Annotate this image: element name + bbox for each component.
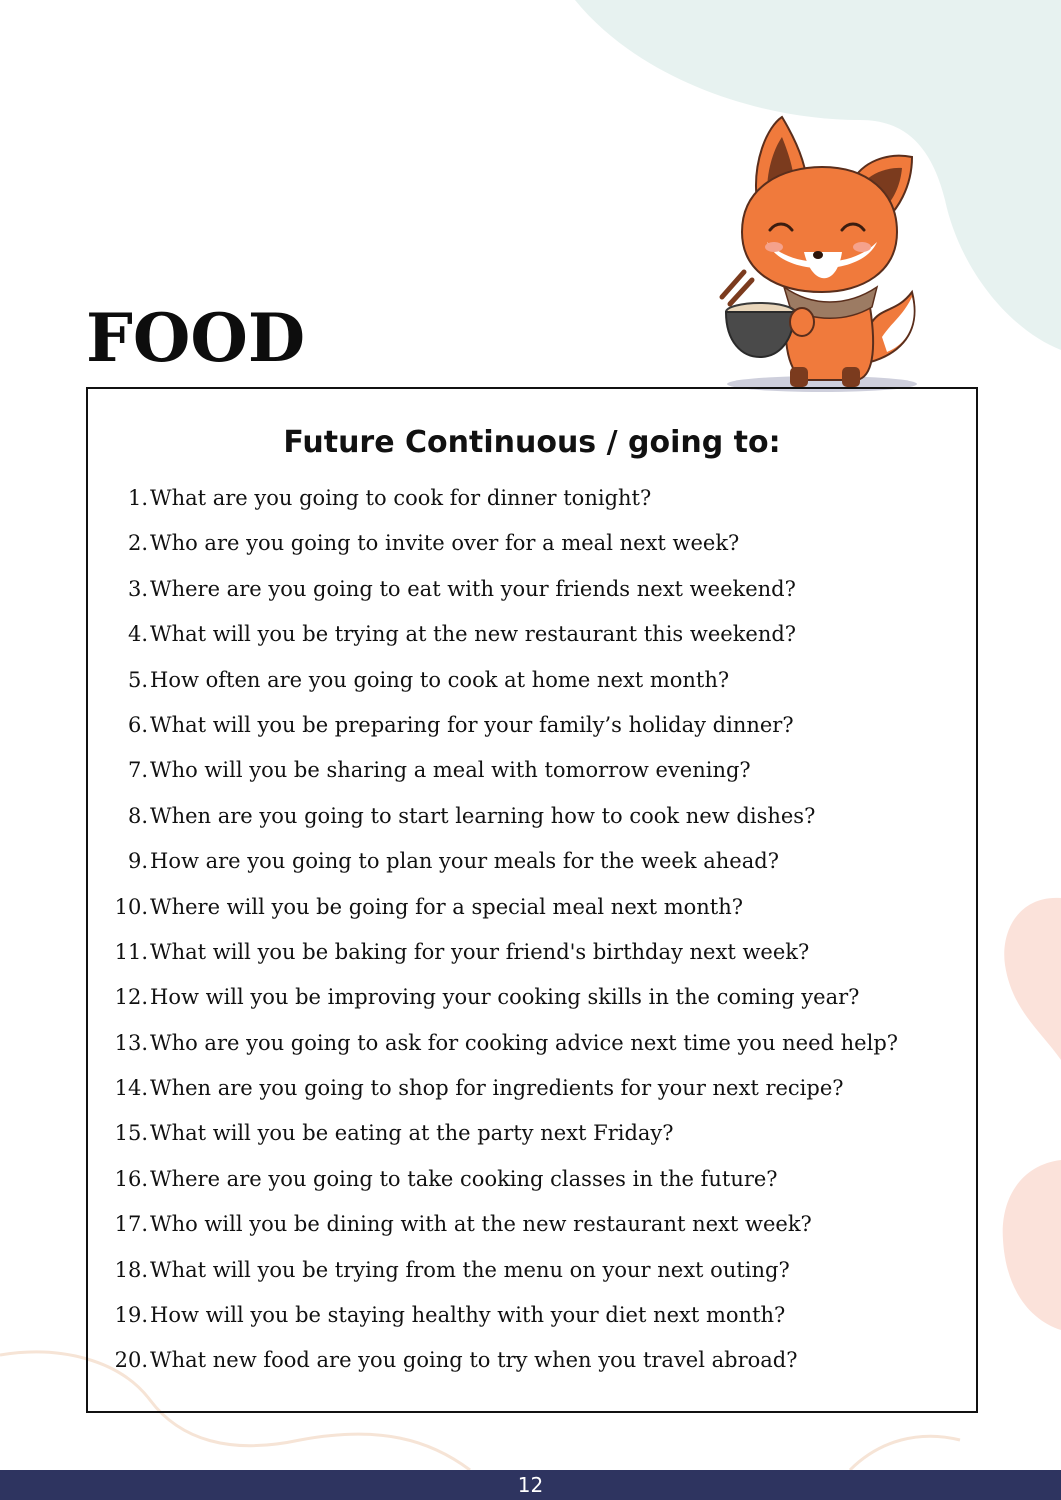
question-text: What new food are you going to try when you travel abroad? bbox=[150, 1348, 798, 1373]
question-text: How will you be staying healthy with your diet next month? bbox=[150, 1303, 786, 1328]
question-number: 2. bbox=[127, 531, 148, 556]
page-number: 12 bbox=[517, 1473, 544, 1497]
question-number: 16. bbox=[114, 1166, 148, 1191]
question-number: 5. bbox=[127, 667, 148, 692]
question-number: 15. bbox=[114, 1121, 148, 1146]
question-number: 18. bbox=[114, 1257, 148, 1282]
question-text: Where will you be going for a special meal next month? bbox=[150, 894, 744, 919]
question-text: How are you going to plan your meals for the week ahead? bbox=[150, 849, 779, 874]
question-number: 19. bbox=[114, 1303, 148, 1328]
question-number: 4. bbox=[127, 622, 148, 647]
question-number: 6. bbox=[127, 712, 148, 737]
question-number: 8. bbox=[127, 803, 148, 828]
question-number: 10. bbox=[114, 894, 148, 919]
question-number: 14. bbox=[114, 1076, 148, 1101]
question-number: 13. bbox=[114, 1030, 148, 1055]
question-text: Who are you going to ask for cooking advice next time you need help? bbox=[150, 1030, 899, 1055]
question-text: What will you be trying from the menu on your next outing? bbox=[150, 1257, 790, 1282]
question-number: 11. bbox=[114, 939, 148, 964]
question-text: When are you going to start learning how to cook new dishes? bbox=[150, 803, 816, 828]
fox-chef-icon bbox=[712, 112, 932, 402]
question-text: What will you be eating at the party next Friday? bbox=[150, 1121, 674, 1146]
question-number: 17. bbox=[114, 1212, 148, 1237]
questions-box bbox=[86, 387, 978, 1413]
question-number: 7. bbox=[127, 758, 148, 783]
question-number: 3. bbox=[127, 576, 148, 601]
question-text: When are you going to shop for ingredients for your next recipe? bbox=[150, 1076, 844, 1101]
question-number: 9. bbox=[127, 849, 148, 874]
question-number: 1. bbox=[127, 486, 148, 510]
question-text: Where are you going to eat with your friends next weekend? bbox=[150, 576, 796, 601]
question-text: Who are you going to invite over for a meal next week? bbox=[150, 531, 740, 556]
question-text: What will you be preparing for your family’s holiday dinner? bbox=[150, 712, 794, 737]
swirl-line-bottom-2 bbox=[850, 1436, 960, 1470]
question-text: Who will you be dining with at the new restaurant next week? bbox=[150, 1212, 812, 1237]
question-number: 12. bbox=[114, 985, 148, 1010]
question-text: What are you going to cook for dinner tonight? bbox=[150, 486, 652, 510]
question-text: Who will you be sharing a meal with tomorrow evening? bbox=[150, 758, 751, 783]
question-text: What will you be baking for your friend's birthday next week? bbox=[150, 939, 810, 964]
question-text: Where are you going to take cooking classes in the future? bbox=[150, 1166, 778, 1191]
question-text: How will you be improving your cooking skills in the coming year? bbox=[150, 985, 860, 1010]
page-title: FOOD bbox=[86, 299, 306, 377]
peach-blob-lower-right bbox=[1003, 1160, 1061, 1330]
peach-blob-right bbox=[1004, 898, 1061, 1060]
question-text: What will you be trying at the new restaurant this weekend? bbox=[150, 622, 797, 647]
question-number: 20. bbox=[114, 1348, 148, 1373]
question-text: How often are you going to cook at home next month? bbox=[150, 667, 730, 692]
footer-bar bbox=[0, 1470, 1061, 1500]
section-heading: Future Continuous / going to: bbox=[283, 425, 781, 460]
